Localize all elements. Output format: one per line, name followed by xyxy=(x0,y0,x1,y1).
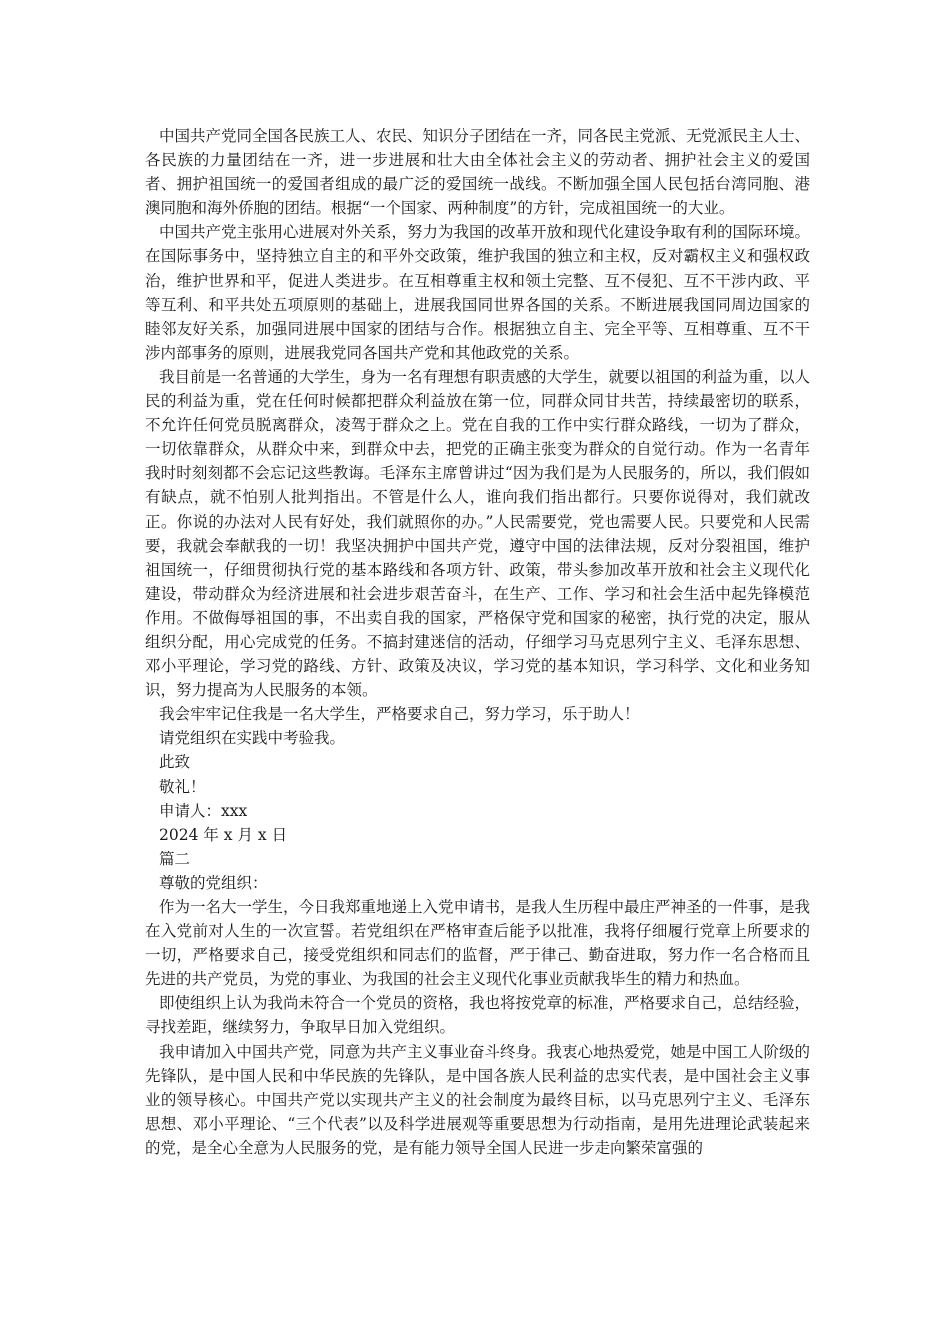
paragraph-commitment: 我会牢牢记住我是一名大学生，严格要求自己，努力学习，乐于助人！ xyxy=(159,705,640,724)
section-heading: 篇二 xyxy=(159,849,191,868)
closing-regards: 敬礼！ xyxy=(159,777,206,796)
paragraph-continued-effort: 即使组织上认为我尚未符合一个党员的资格，我也将按党章的标准，严格要求自己，总结经验，寻找差距，继续努力，争取早日加入党组织。 xyxy=(145,994,811,1037)
paragraph-personal-statement: 我目前是一名普通的大学生，身为一名有理想有职责感的大学生，就要以祖国的利益为重，以人民的利益为重，党在任何时候都把群众利益放在第一位，同群众同甘共苦，持续最密切的联系，不允许任何党员脱离群众，凌驾于群众之上。党在自我的工作中实行群众路线，一切为了群众，一切依靠群众，从群众中来，到群众中去，把党的正确主张变为群众的自觉行动。作为一名青年我时时刻刻都不会忘记这些教诲。毛泽东主席曾讲过“因为我们是为人民服务的，所以，我们假如有缺点，就不怕别人批判指出。不管是什么人，谁向我们指出都行。只要你说得对，我们就改正。你说的办法对人民有好处，我们就照你的办。”人民需要党，党也需要人民。只要党和人民需要，我就会奉献我的一切！我坚决拥护中国共产党，遵守中国的法律法规，反对分裂祖国，维护祖国统一，仔细贯彻执行党的基本路线和各项方针、政策，带头参加改革开放和社会主义现代化建设，带动群众为经济进展和社会进步艰苦奋斗，在生产、工作、学习和社会生活中起先锋模范作用。不做侮辱祖国的事，不出卖自我的国家，严格保守党和国家的秘密，执行党的决定，服从组织分配，用心完成党的任务。不搞封建迷信的活动，仔细学习马克思列宁主义、毛泽东思想、邓小平理论，学习党的路线、方针、政策及决议，学习党的基本知识，学习科学、文化和业务知识，努力提高为人民服务的本领。 xyxy=(145,367,811,700)
applicant-signature: 申请人：xxx xyxy=(159,801,248,820)
paragraph-request: 请党组织在实践中考验我。 xyxy=(159,729,346,748)
paragraph-application-intro: 作为一名大一学生，今日我郑重地递上入党申请书，是我人生历程中最庄严神圣的一件事，是我在入党前对人生的一次宣誓。若党组织在严格审查后能予以批准，我将仔细履行党章上所要求的一切，严格要求自己，接受党组织和同志们的监督，严于律己、勤奋进取，努力作一名合格而且先进的共产党员，为党的事业、为我国的社会主义现代化事业贡献我毕生的精力和热血。 xyxy=(145,898,811,989)
paragraph-united-front: 中国共产党同全国各民族工人、农民、知识分子团结在一齐，同各民主党派、无党派民主人士、各民族的力量团结在一齐，进一步进展和壮大由全体社会主义的劳动者、拥护社会主义的爱国者、拥护祖国统一的爱国者组成的最广泛的爱国统一战线。不断加强全国人民包括台湾同胞、港澳同胞和海外侨胞的团结。根据“一个国家、两种制度”的方针，完成祖国统一的大业。 xyxy=(145,127,811,218)
letter-greeting: 尊敬的党组织： xyxy=(159,873,268,892)
document-body xyxy=(145,124,810,1160)
paragraph-party-description: 我申请加入中国共产党，同意为共产主义事业奋斗终身。我衷心地热爱党，她是中国工人阶级的先锋队，是中国人民和中华民族的先锋队，是中国各族人民利益的忠实代表，是中国社会主义事业的领导核心。中国共产党以实现共产主义的社会制度为最终目标，以马克思列宁主义、毛泽东思想、邓小平理论、“三个代表”以及科学进展观等重要思想为行动指南，是用先进理论武装起来的党，是全心全意为人民服务的党，是有能力领导全国人民进一步走向繁荣富强的 xyxy=(145,1042,811,1157)
closing-salutation: 此致 xyxy=(159,753,191,772)
paragraph-foreign-relations: 中国共产党主张用心进展对外关系，努力为我国的改革开放和现代化建设争取有利的国际环境。在国际事务中，坚持独立自主的和平外交政策，维护我国的独立和主权，反对霸权主义和强权政治，维护世界和平，促进人类进步。在互相尊重主权和领土完整、互不侵犯、互不干涉内政、平等互利、和平共处五项原则的基础上，进展我国同世界各国的关系。不断进展我国同周边国家的睦邻友好关系，加强同进展中国家的团结与合作。根据独立自主、完全平等、互相尊重、互不干涉内部事务的原则，进展我党同各国共产党和其他政党的关系。 xyxy=(145,223,811,362)
application-date: 2024 年 x 月 x 日 xyxy=(159,825,288,844)
